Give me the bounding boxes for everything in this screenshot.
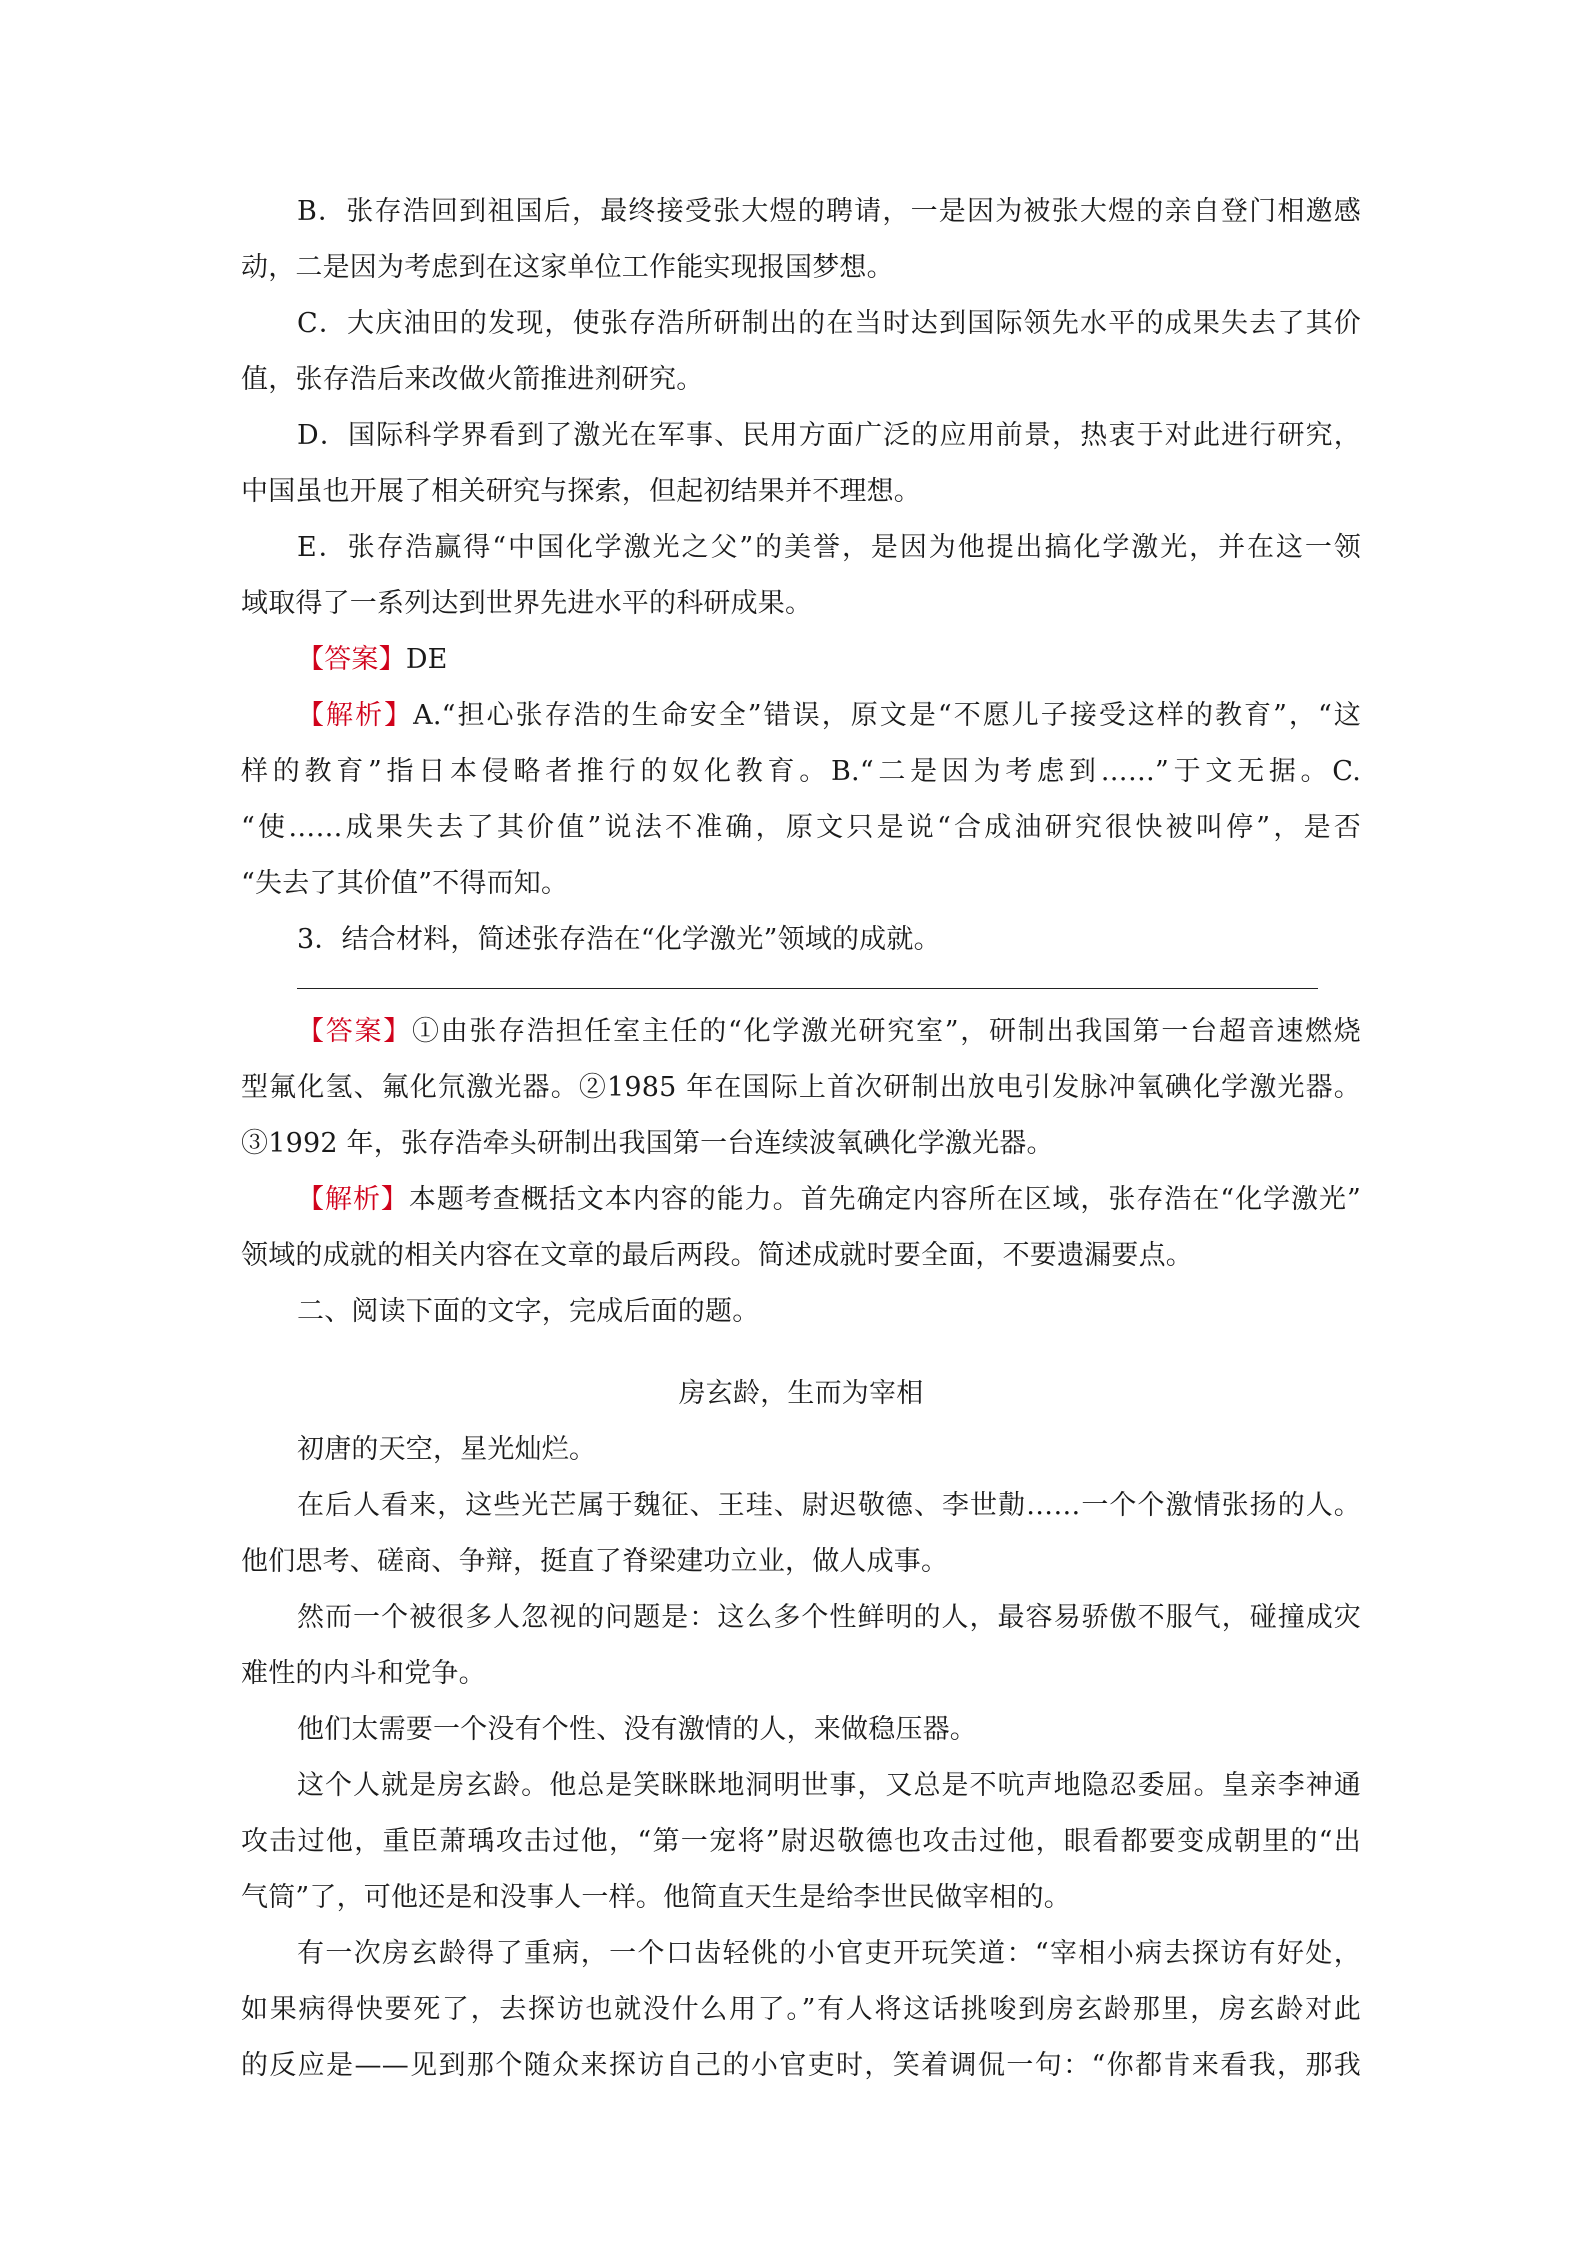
answer-3-line-1	[297, 1004, 1361, 1060]
article-paragraph-5-line-3: 气筒”了，可他还是和没事人一样。他简直天生是给李世民做宰相的。	[241, 1882, 1072, 1913]
question-3: 3．结合材料，简述张存浩在“化学激光”领域的成就。	[297, 924, 941, 955]
article-paragraph-6-line-2: 如果病得快要死了，去探访也就没什么用了。”有人将这话挑唆到房玄龄那里，房玄龄对此	[241, 1994, 1361, 2025]
option-d-line-2: 中国虽也开展了相关研究与探索，但起初结果并不理想。	[241, 476, 921, 507]
section-2-heading: 二、阅读下面的文字，完成后面的题。	[297, 1296, 760, 1327]
analysis-line-4: “失去了其价值”不得而知。	[241, 868, 569, 899]
article-paragraph-5-line-1: 这个人就是房玄龄。他总是笑眯眯地洞明世事，又总是不吭声地隐忍委屈。皇亲李神通	[297, 1770, 1361, 1801]
answer-line	[297, 632, 1361, 688]
analysis-3-line-2: 领域的成就的相关内容在文章的最后两段。简述成就时要全面，不要遗漏要点。	[241, 1240, 1193, 1271]
option-e-line-2: 域取得了一系列达到世界先进水平的科研成果。	[241, 588, 813, 619]
option-e-line-1: E．张存浩赢得“中国化学激光之父”的美誉，是因为他提出搞化学激光，并在这一领	[297, 532, 1361, 563]
analysis-line-1	[297, 688, 1361, 744]
option-c-line-1: C．大庆油田的发现，使张存浩所研制出的在当时达到国际领先水平的成果失去了其价	[297, 308, 1361, 339]
answer-3-line-3: ③1992 年，张存浩牵头研制出我国第一台连续波氧碘化学激光器。	[241, 1128, 1054, 1159]
article-paragraph-5-line-2: 攻击过他，重臣萧瑀攻击过他，“第一宠将”尉迟敬德也攻击过他，眼看都要变成朝里的“出	[241, 1826, 1361, 1857]
analysis-3-line-1	[297, 1172, 1361, 1228]
analysis-line-2: 样的教育”指日本侵略者推行的奴化教育。B.“二是因为考虑到……”于文无据。C.	[241, 756, 1361, 787]
answer-3-line-2: 型氟化氢、氟化氘激光器。②1985 年在国际上首次研制出放电引发脉冲氧碘化学激光器。	[241, 1072, 1361, 1103]
article-paragraph-6-line-3: 的反应是——见到那个随众来探访自己的小官吏时，笑着调侃一句：“你都肯来看我，那我	[241, 2050, 1361, 2081]
article-paragraph-2-line-1: 在后人看来，这些光芒属于魏征、王珪、尉迟敬德、李世勣……一个个激情张扬的人。	[297, 1490, 1361, 1521]
article-paragraph-3-line-2: 难性的内斗和党争。	[241, 1658, 486, 1689]
analysis-3-tag: 【解析】	[297, 1184, 409, 1215]
answer-tag: 【答案】	[297, 644, 406, 675]
analysis-tag: 【解析】	[297, 700, 414, 731]
article-paragraph-1: 初唐的天空，星光灿烂。	[297, 1434, 597, 1465]
article-paragraph-3-line-1: 然而一个被很多人忽视的问题是：这么多个性鲜明的人，最容易骄傲不服气，碰撞成灾	[297, 1602, 1361, 1633]
answer-3-text: ①由张存浩担任室主任的“化学激光研究室”，研制出我国第一台超音速燃烧	[411, 1016, 1362, 1047]
analysis-3-text: 本题考查概括文本内容的能力。首先确定内容所在区域，张存浩在“化学激光”	[408, 1184, 1361, 1215]
option-c-line-2: 值，张存浩后来改做火箭推进剂研究。	[241, 364, 704, 395]
option-b-line-2: 动，二是因为考虑到在这家单位工作能实现报国梦想。	[241, 252, 894, 283]
article-paragraph-4: 他们太需要一个没有个性、没有激情的人，来做稳压器。	[297, 1714, 977, 1745]
answer-blank-line	[297, 988, 1318, 989]
article-paragraph-6-line-1: 有一次房玄龄得了重病，一个口齿轻佻的小官吏开玩笑道：“宰相小病去探访有好处，	[297, 1938, 1361, 1969]
option-d-line-1: D．国际科学界看到了激光在军事、民用方面广泛的应用前景，热衷于对此进行研究，	[297, 420, 1361, 451]
analysis-text: A.“担心张存浩的生命安全”错误，原文是“不愿儿子接受这样的教育”，“这	[413, 700, 1361, 731]
option-b-line-1: B．张存浩回到祖国后，最终接受张大煜的聘请，一是因为被张大煜的亲自登门相邀感	[297, 196, 1361, 227]
answer-3-tag: 【答案】	[297, 1016, 412, 1047]
analysis-line-3: “使……成果失去了其价值”说法不准确，原文只是说“合成油研究很快被叫停”，是否	[241, 812, 1361, 843]
article-paragraph-2-line-2: 他们思考、磋商、争辩，挺直了脊梁建功立业，做人成事。	[241, 1546, 949, 1577]
article-title: 房玄龄，生而为宰相	[678, 1378, 924, 1409]
answer-text: DE	[405, 644, 448, 675]
